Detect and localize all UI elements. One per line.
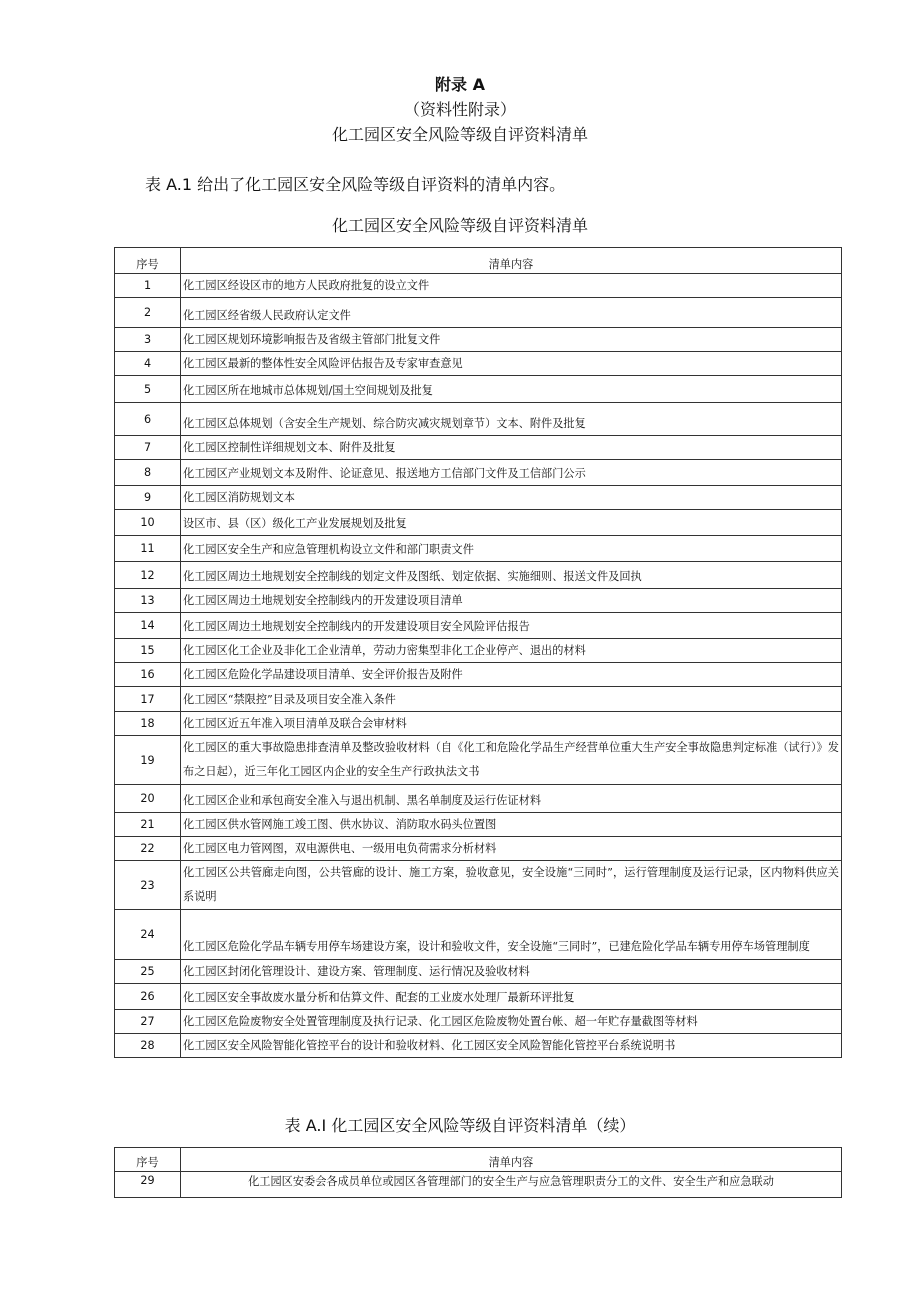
row-content: 化工园区近五年准入项目清单及联合会审材料: [181, 712, 842, 736]
row-content: 化工园区的重大事故隐患排查清单及整改验收材料（自《化工和危险化学品生产经营单位重大生产安全事故隐患判定标准（试行）》发布之日起），近三年化工园区内企业的安全生产行政执法文书: [181, 736, 842, 785]
row-number: 28: [115, 1034, 181, 1058]
table-row: [115, 861, 842, 910]
row-number: 12: [115, 562, 181, 589]
checklist-body: [115, 274, 842, 1058]
row-number: 2: [115, 298, 181, 328]
appendix-label: 附录 A: [435, 75, 485, 94]
row-content: 化工园区安全风险智能化管控平台的设计和验收材料、化工园区安全风险智能化管控平台系统说明书: [181, 1034, 842, 1058]
row-content: 化工园区经省级人民政府认定文件: [181, 298, 842, 328]
row-content: 化工园区周边土地规划安全控制线内的开发建设项目安全风险评估报告: [181, 613, 842, 639]
row-number: 21: [115, 813, 181, 837]
row-number: 14: [115, 613, 181, 639]
table-row: [115, 813, 842, 837]
table-row: [115, 785, 842, 813]
table-row: [115, 436, 842, 460]
row-number: 27: [115, 1010, 181, 1034]
row-content: 化工园区经设区市的地方人民政府批复的设立文件: [181, 274, 842, 298]
row-content: 化工园区公共管廊走向图，公共管廊的设计、施工方案，验收意见，安全设施“三同时”，运行管理制度及运行记录，区内物料供应关系说明: [181, 861, 842, 910]
row-content: 化工园区安委会各成员单位或园区各管理部门的安全生产与应急管理职责分工的文件、安全生产和应急联动: [181, 1172, 842, 1198]
row-content: 化工园区化工企业及非化工企业清单，劳动力密集型非化工企业停产、退出的材料: [181, 639, 842, 663]
content-header: 清单内容: [181, 248, 842, 274]
table-header-row: [115, 248, 842, 274]
row-content: 化工园区供水管网施工竣工图、供水协议、消防取水码头位置图: [181, 813, 842, 837]
row-number: 4: [115, 352, 181, 376]
row-content: 化工园区最新的整体性安全风险评估报告及专家审查意见: [181, 352, 842, 376]
table-row: [115, 376, 842, 403]
table-row: [115, 510, 842, 536]
row-number: 16: [115, 663, 181, 687]
row-content: 化工园区电力管网图，双电源供电、一级用电负荷需求分析材料: [181, 837, 842, 861]
table-row: [115, 403, 842, 436]
table-row: [115, 712, 842, 736]
row-number: 10: [115, 510, 181, 536]
table-row: [115, 562, 842, 589]
table-row: [115, 687, 842, 712]
row-number: 8: [115, 460, 181, 486]
table-row: [115, 663, 842, 687]
appendix-title: 化工园区安全风险等级自评资料清单: [331, 125, 588, 144]
intro-text: 表 A.1 给出了化工园区安全风险等级自评资料的清单内容。: [145, 175, 566, 194]
row-number: 18: [115, 712, 181, 736]
row-number: 11: [115, 536, 181, 562]
checklist-table-continued: [114, 1147, 842, 1198]
row-content: 化工园区规划环境影响报告及省级主管部门批复文件: [181, 328, 842, 352]
table-header-row: [115, 1148, 842, 1172]
seq-header: 序号: [115, 1148, 181, 1172]
row-number: 25: [115, 960, 181, 984]
table-row: [115, 1172, 842, 1198]
table-row: [115, 1034, 842, 1058]
table-row: [115, 736, 842, 785]
row-number: 7: [115, 436, 181, 460]
table2-caption: 表 A.I 化工园区安全风险等级自评资料清单（续）: [284, 1116, 636, 1135]
row-number: 13: [115, 589, 181, 613]
row-content: 化工园区所在地城市总体规划/国土空间规划及批复: [181, 376, 842, 403]
row-number: 5: [115, 376, 181, 403]
row-content: 化工园区周边土地规划安全控制线的划定文件及图纸、划定依据、实施细则、报送文件及回执: [181, 562, 842, 589]
row-content: 化工园区周边土地规划安全控制线内的开发建设项目清单: [181, 589, 842, 613]
row-content: 化工园区安全生产和应急管理机构设立文件和部门职责文件: [181, 536, 842, 562]
row-number: 1: [115, 274, 181, 298]
row-content: 化工园区消防规划文本: [181, 486, 842, 510]
row-number: 19: [115, 736, 181, 785]
table-row: [115, 910, 842, 960]
row-content: 化工园区总体规划（含安全生产规划、综合防灾减灾规划章节）文本、附件及批复: [181, 403, 842, 436]
seq-header: 序号: [115, 248, 181, 274]
row-content: 化工园区控制性详细规划文本、附件及批复: [181, 436, 842, 460]
row-number: 9: [115, 486, 181, 510]
row-content: 化工园区危险废物安全处置管理制度及执行记录、化工园区危险废物处置台帐、超一年贮存量截图等材料: [181, 1010, 842, 1034]
table-row: [115, 984, 842, 1010]
row-number: 15: [115, 639, 181, 663]
appendix-type: （资料性附录）: [403, 100, 516, 119]
row-content: 化工园区“禁限控”目录及项目安全准入条件: [181, 687, 842, 712]
table1-caption: 化工园区安全风险等级自评资料清单: [331, 216, 588, 235]
table-row: [115, 1010, 842, 1034]
table-row: [115, 639, 842, 663]
row-content: 设区市、县（区）级化工产业发展规划及批复: [181, 510, 842, 536]
row-number: 24: [115, 910, 181, 960]
table-row: [115, 960, 842, 984]
table-row: [115, 274, 842, 298]
checklist-body-continued: [115, 1172, 842, 1198]
row-number: 3: [115, 328, 181, 352]
table-row: [115, 613, 842, 639]
table-row: [115, 536, 842, 562]
table-row: [115, 352, 842, 376]
table-row: [115, 837, 842, 861]
row-content: 化工园区产业规划文本及附件、论证意见、报送地方工信部门文件及工信部门公示: [181, 460, 842, 486]
row-number: 6: [115, 403, 181, 436]
row-number: 17: [115, 687, 181, 712]
table-row: [115, 298, 842, 328]
row-content: 化工园区安全事故废水量分析和估算文件、配套的工业废水处理厂最新环评批复: [181, 984, 842, 1010]
row-number: 20: [115, 785, 181, 813]
row-number: 23: [115, 861, 181, 910]
content-header: 清单内容: [181, 1148, 842, 1172]
row-content: 化工园区封闭化管理设计、建设方案、管理制度、运行情况及验收材料: [181, 960, 842, 984]
checklist-table: [114, 247, 842, 1058]
table-row: [115, 589, 842, 613]
row-number: 22: [115, 837, 181, 861]
row-content: 化工园区企业和承包商安全准入与退出机制、黑名单制度及运行佐证材料: [181, 785, 842, 813]
table-row: [115, 328, 842, 352]
row-number: 29: [115, 1172, 181, 1198]
table-row: [115, 460, 842, 486]
row-content: 化工园区危险化学品建设项目清单、安全评价报告及附件: [181, 663, 842, 687]
row-number: 26: [115, 984, 181, 1010]
table-row: [115, 486, 842, 510]
row-content: 化工园区危险化学品车辆专用停车场建设方案，设计和验收文件，安全设施“三同时”，已建危险化学品车辆专用停车场管理制度: [181, 910, 842, 960]
